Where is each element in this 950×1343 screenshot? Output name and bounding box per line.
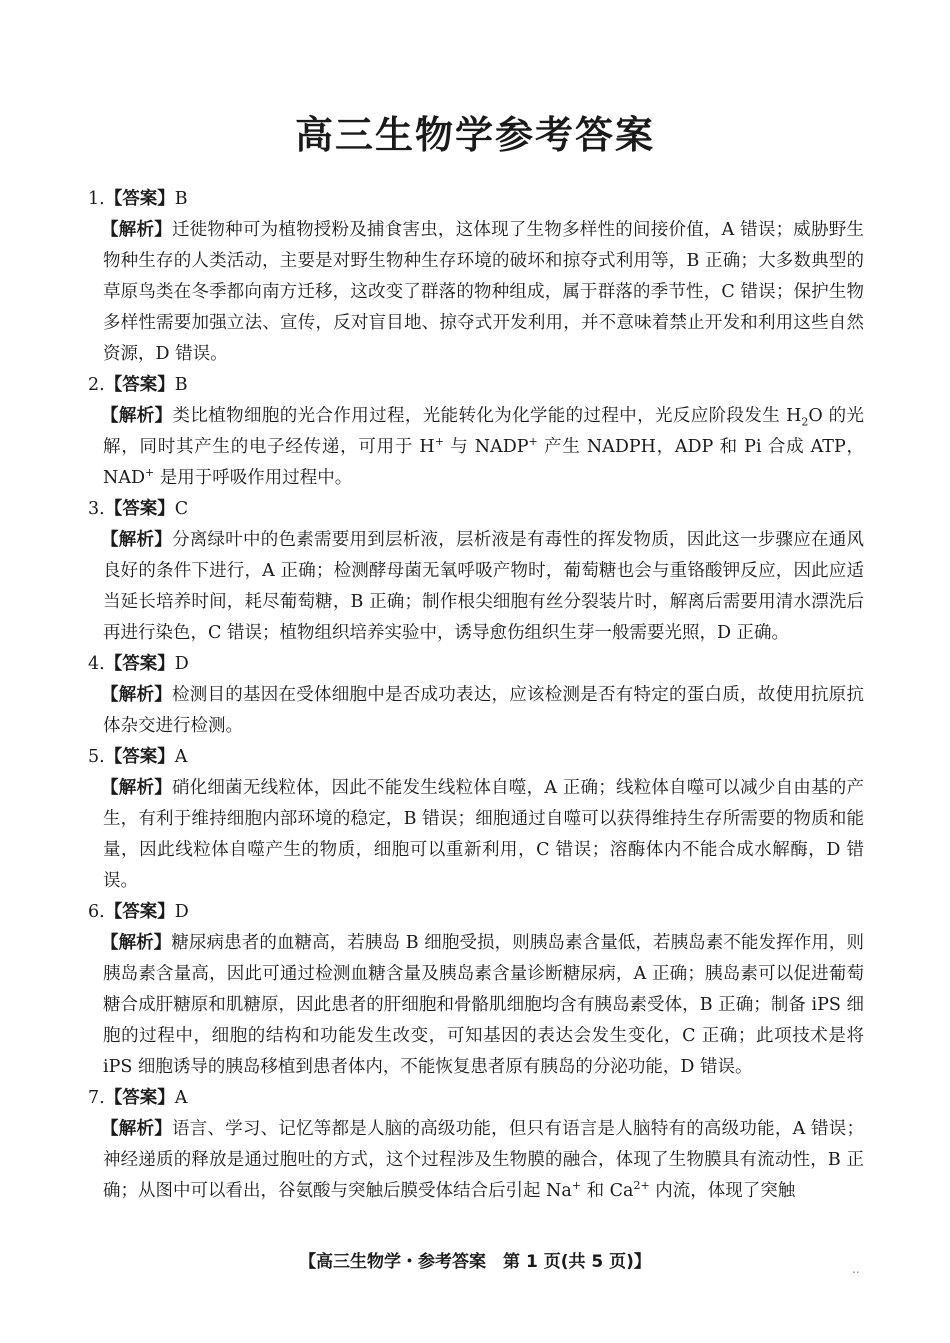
question-6-answer: 6.【答案】D xyxy=(88,902,189,922)
corner-mark: .. xyxy=(852,1262,860,1276)
answer-tag: 【答案】 xyxy=(104,902,175,922)
question-3-analysis: 【解析】分离绿叶中的色素需要用到层析液，层析液是有毒性的挥发物质，因此这一步骤应在通风良好的条件下进行，A 正确；检测酵母菌无氧呼吸产物时，葡萄糖也会与重铬酸钾反应，因此应适当延长培养时间，耗尽葡萄糖，B 正确；制作根尖细胞有丝分裂装片时，解离后需要用清水漂洗后再进行染色，C 错误；植物组织培养实验中，诱导愈伤组织生芽一般需要光照，D 正确。 xyxy=(101,530,864,643)
answer-value: C xyxy=(174,499,189,519)
question-6-analysis: 【解析】糖尿病患者的血糖高，若胰岛 B 细胞受损，则胰岛素含量低，若胰岛素不能发挥作用，则胰岛素含量高，因此可通过检测血糖含量及胰岛素含量诊断糖尿病，A 正确；胰岛素可以促进葡萄糖合成肝糖原和肌糖原，因此患者的肝细胞和骨骼肌细胞均含有胰岛素受体，B 正确；制备 iPS 细胞的过程中，细胞的结构和功能发生改变，可知基因的表达会发生变化，C 正确；此项技术是将 iPS 细胞诱导的胰岛移植到患者体内，不能恢复患者原有胰岛的分泌功能，D 错误。 xyxy=(101,933,864,1077)
analysis-tag: 【解析】 xyxy=(101,778,172,798)
question-7-answer: 7.【答案】A xyxy=(88,1088,188,1108)
question-4-analysis: 【解析】检测目的基因在受体细胞中是否成功表达，应该检测是否有特定的蛋白质，故使用抗原抗体杂交进行检测。 xyxy=(101,685,864,736)
question-4-answer: 4.【答案】D xyxy=(88,654,189,674)
answer-value: A xyxy=(174,747,188,767)
answer-value: D xyxy=(174,654,189,674)
question-1-answer: 1.【答案】B xyxy=(88,189,188,209)
question-7-analysis: 【解析】语言、学习、记忆等都是人脑的高级功能，但只有语言是人脑特有的高级功能，A 错误；神经递质的释放是通过胞吐的方式，这个过程涉及生物膜的融合，体现了生物膜具有流动性，B 正确；从图中可以看出，谷氨酸与突触后膜受体结合后引起 Na+ 和 $Ca^{2+}$ 内流，体现了突触 xyxy=(101,1119,864,1201)
answer-list xyxy=(88,184,864,1207)
page-footer: 【高三生物学・参考答案 第 1 页(共 5 页)】 xyxy=(299,1252,651,1272)
answer-tag: 【答案】 xyxy=(104,189,175,209)
answer-value: B xyxy=(174,375,188,395)
analysis-tag: 【解析】 xyxy=(101,933,172,953)
answer-tag: 【答案】 xyxy=(104,747,175,767)
question-5-answer: 5.【答案】A xyxy=(88,747,188,767)
answer-value: A xyxy=(174,1088,188,1108)
question-1-analysis: 【解析】迁徙物种可为植物授粉及捕食害虫，这体现了生物多样性的间接价值，A 错误；威胁野生物种生存的人类活动，主要是对野生物种生存环境的破坏和掠夺式利用等，B 正确；大多数典型的草原鸟类在冬季都向南方迁移，这改变了群落的物种组成，属于群落的季节性，C 错误；保护生物多样性需要加强立法、宣传，反对盲目地、掠夺式开发利用，并不意味着禁止开发和利用这些自然资源，D 错误。 xyxy=(101,220,864,364)
question-3-answer: 3.【答案】C xyxy=(88,499,189,519)
analysis-tag: 【解析】 xyxy=(101,1119,172,1139)
analysis-tag: 【解析】 xyxy=(101,220,172,240)
question-2-answer: 2.【答案】B xyxy=(88,375,188,395)
question-5-analysis: 【解析】硝化细菌无线粒体，因此不能发生线粒体自噬，A 正确；线粒体自噬可以减少自由基的产生，有利于维持细胞内部环境的稳定，B 错误；细胞通过自噬可以获得维持生存所需要的物质和能量，因此线粒体自噬产生的物质，细胞可以重新利用，C 错误；溶酶体内不能合成水解酶，D 错误。 xyxy=(101,778,864,891)
question-2-analysis: 【解析】类比植物细胞的光合作用过程，光能转化为化学能的过程中，光反应阶段发生 $H_2O$ 的光解，同时其产生的电子经传递，可用于 H+ 与 NADP+ 产生 NADPH，ADP 和 Pi 合成 ATP，NAD+ 是用于呼吸作用过程中。 xyxy=(101,406,865,488)
analysis-tag: 【解析】 xyxy=(101,530,172,550)
page-title: 高三生物学参考答案 xyxy=(294,113,655,157)
analysis-tag: 【解析】 xyxy=(101,406,173,426)
analysis-tag: 【解析】 xyxy=(101,685,172,705)
answer-tag: 【答案】 xyxy=(104,1088,175,1108)
answer-value: B xyxy=(174,189,188,209)
answer-tag: 【答案】 xyxy=(104,499,175,519)
answer-tag: 【答案】 xyxy=(104,654,175,674)
answer-tag: 【答案】 xyxy=(104,375,175,395)
answer-value: D xyxy=(174,902,189,922)
